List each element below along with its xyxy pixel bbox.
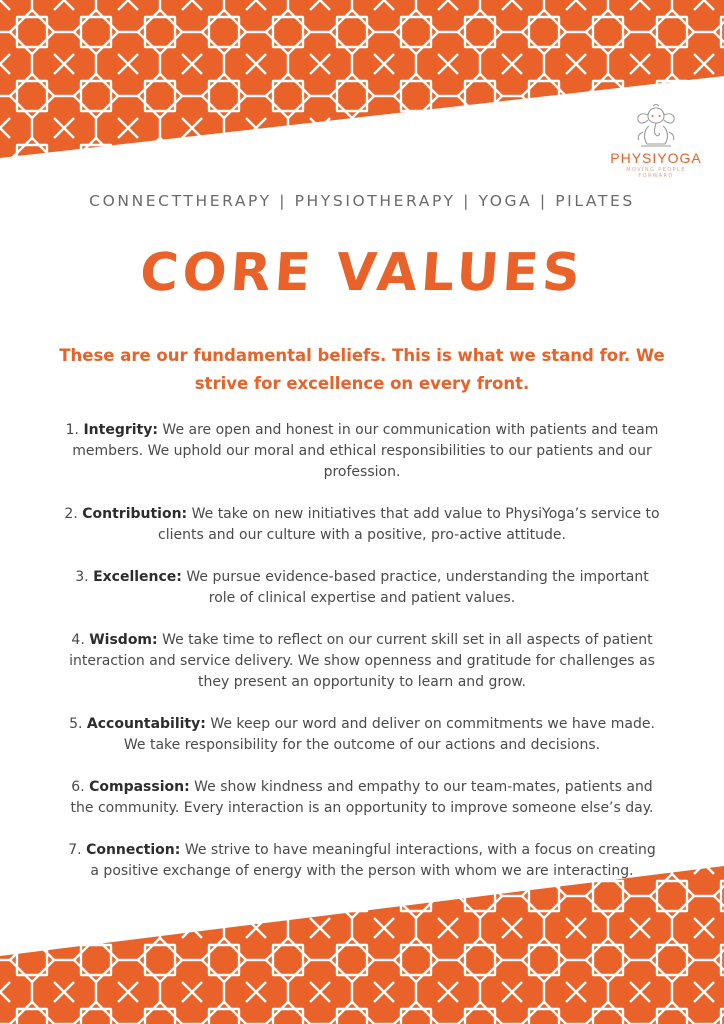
physiyoga-logo (608, 104, 704, 184)
services-heading: CONNECTTHERAPY | PHYSIOTHERAPY | YOGA | PILATES (89, 192, 635, 210)
value-text: We keep our word and deliver on commitments we have made. We take responsibility for the outcome of our actions and decisions. (123, 716, 655, 753)
value-name: Contribution: (82, 506, 188, 522)
value-text: We strive to have meaningful interactions, with a focus on creating a positive exchange of energy with the person with whom we are interacting. (90, 842, 656, 879)
value-name: Accountability: (86, 716, 206, 732)
value-text: We show kindness and empathy to our team-mates, patients and the community. Every interaction is an opportunity to improve someone else’s day. (70, 779, 654, 816)
value-item-contribution (62, 504, 662, 546)
page-title: CORE VALUES (138, 243, 586, 303)
value-name: Connection: (86, 842, 181, 858)
value-number: 6. (71, 779, 85, 795)
value-text: We take on new initiatives that add value to PhysiYoga’s service to clients and our culture with a positive, pro-active attitude. (158, 506, 660, 543)
value-text: We pursue evidence-based practice, understanding the important role of clinical expertise and patient values. (186, 569, 649, 606)
value-number: 5. (69, 716, 83, 732)
value-name: Compassion: (89, 779, 190, 795)
core-values-list (62, 420, 662, 882)
value-number: 2. (64, 506, 78, 522)
value-number: 3. (75, 569, 89, 585)
value-number: 7. (68, 842, 82, 858)
value-name: Wisdom: (89, 632, 158, 648)
logo-brand-physi: PHYSI (610, 150, 658, 166)
value-item-wisdom (62, 630, 662, 693)
value-item-integrity (62, 420, 662, 483)
value-text: We take time to reflect on our current skill set in all aspects of patient interaction and service delivery. We show openness and gratitude for challenges as they present an opportunity to learn and grow. (69, 632, 655, 690)
value-name: Integrity: (83, 422, 158, 438)
value-item-accountability (62, 714, 662, 756)
value-item-connection (62, 840, 662, 882)
logo-brand-yoga: YOGA (657, 150, 702, 166)
value-name: Excellence: (93, 569, 182, 585)
bottom-pattern-band (0, 864, 724, 1024)
value-number: 4. (71, 632, 85, 648)
value-item-compassion (62, 777, 662, 819)
logo-subtitle: MOVING PEOPLE FORWARD (626, 167, 686, 179)
value-number: 1. (65, 422, 79, 438)
value-item-excellence (62, 567, 662, 609)
ganesha-logo-icon (629, 104, 683, 148)
logo-wordmark (608, 150, 704, 166)
tagline: These are our fundamental beliefs. This is what we stand for. We strive for excellence on every front. (59, 346, 665, 393)
value-text: We are open and honest in our communication with patients and team members. We uphold our moral and ethical responsibilities to our patients and our profession. (72, 422, 659, 480)
